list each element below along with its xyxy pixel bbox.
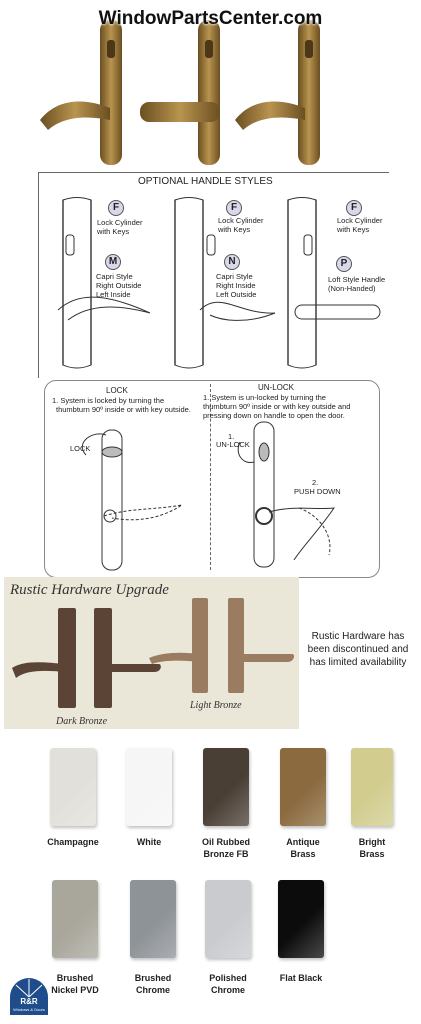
label-brushed-nickel: Brushed Nickel PVD — [51, 973, 99, 995]
light-bronze-caption: Light Bronze — [190, 700, 242, 711]
style2-desc-d: Right Inside — [216, 281, 256, 290]
swatch-brushed-nickel — [52, 880, 98, 958]
swatch-polished-chrome — [205, 880, 251, 958]
swatch-white — [126, 748, 172, 826]
optional-styles-title: OPTIONAL HANDLE STYLES — [138, 176, 273, 187]
handle-photo-right — [235, 20, 320, 165]
label-champagne: Champagne — [47, 837, 99, 847]
style2-desc-a: Lock Cylinder — [218, 216, 264, 225]
style1-desc-b: with Keys — [97, 227, 130, 236]
label-polished-chrome: Polished Chrome — [209, 973, 247, 995]
style1-desc-a: Lock Cylinder — [97, 218, 143, 227]
lock-unlock-drawings — [44, 380, 378, 576]
style3-desc-a: Lock Cylinder — [337, 216, 383, 225]
swatch-antique-brass — [280, 748, 326, 826]
unlock-title: UN-LOCK — [258, 383, 295, 392]
style3-desc-b: with Keys — [337, 225, 370, 234]
swatch-champagne — [50, 748, 96, 826]
swatch-bright-brass — [351, 748, 393, 826]
style2-desc-c: Capri Style — [216, 272, 253, 281]
unlock-step2-label: PUSH DOWN — [294, 487, 341, 496]
handle-photo-left — [40, 20, 122, 165]
logo-subtext: Windows & Doors — [13, 1007, 45, 1012]
label-brushed-chrome: Brushed Chrome — [134, 973, 172, 995]
label-oil-rubbed-bronze: Oil Rubbed Bronze FB — [202, 837, 250, 859]
label-antique-brass: Antique Brass — [286, 837, 320, 859]
style1-desc-e: Left Inside — [96, 290, 131, 299]
unlock-line2: thumbturn 90º inside or with key outside and — [203, 402, 351, 411]
style2-desc-b: with Keys — [218, 225, 251, 234]
rustic-note: Rustic Hardware has been discontinued and has limited availability — [307, 631, 409, 668]
handle-photo-middle — [140, 20, 220, 165]
swatch-flat-black — [278, 880, 324, 958]
swatch-brushed-chrome — [130, 880, 176, 958]
rustic-handles-image — [4, 598, 299, 713]
style-letter-n: N — [224, 254, 240, 270]
hero-handles-image — [30, 20, 390, 170]
lock-title: LOCK — [106, 386, 128, 395]
unlock-step1-num: 1. — [228, 432, 235, 441]
label-flat-black: Flat Black — [279, 973, 323, 983]
style-letter-f-2: F — [226, 200, 242, 216]
style2-desc-e: Left Outside — [216, 290, 257, 299]
style-letter-f-3: F — [346, 200, 362, 216]
lock-arrow-label: LOCK — [70, 444, 91, 453]
lock-line1: 1. System is locked by turning the — [52, 396, 165, 405]
brand-watermark: WindowPartsCenter.com — [98, 8, 323, 29]
style1-desc-c: Capri Style — [96, 272, 133, 281]
rustic-title: Rustic Hardware Upgrade — [10, 582, 169, 598]
label-bright-brass: Bright Brass — [358, 837, 386, 859]
label-white: White — [136, 837, 162, 847]
dark-bronze-caption: Dark Bronze — [56, 716, 108, 727]
swatch-oil-rubbed-bronze — [203, 748, 249, 826]
lock-line2: thumbturn 90º inside or with key outside. — [56, 405, 191, 414]
style-letter-m: M — [105, 254, 121, 270]
style3-desc-c: Loft Style Handle — [328, 275, 386, 284]
unlock-line3: pressing down on handle to open the door. — [203, 411, 345, 420]
unlock-step2-num: 2. — [312, 478, 319, 487]
style3-desc-d: (Non-Handed) — [328, 284, 376, 293]
unlock-line1: 1. System is un-locked by turning the — [203, 393, 326, 402]
style-letter-f-1: F — [108, 200, 124, 216]
unlock-step1-label: UN-LOCK — [216, 440, 250, 449]
logo-text: R&R — [20, 997, 38, 1006]
style-letter-p: P — [336, 256, 352, 272]
style1-desc-d: Right Outside — [96, 281, 142, 290]
